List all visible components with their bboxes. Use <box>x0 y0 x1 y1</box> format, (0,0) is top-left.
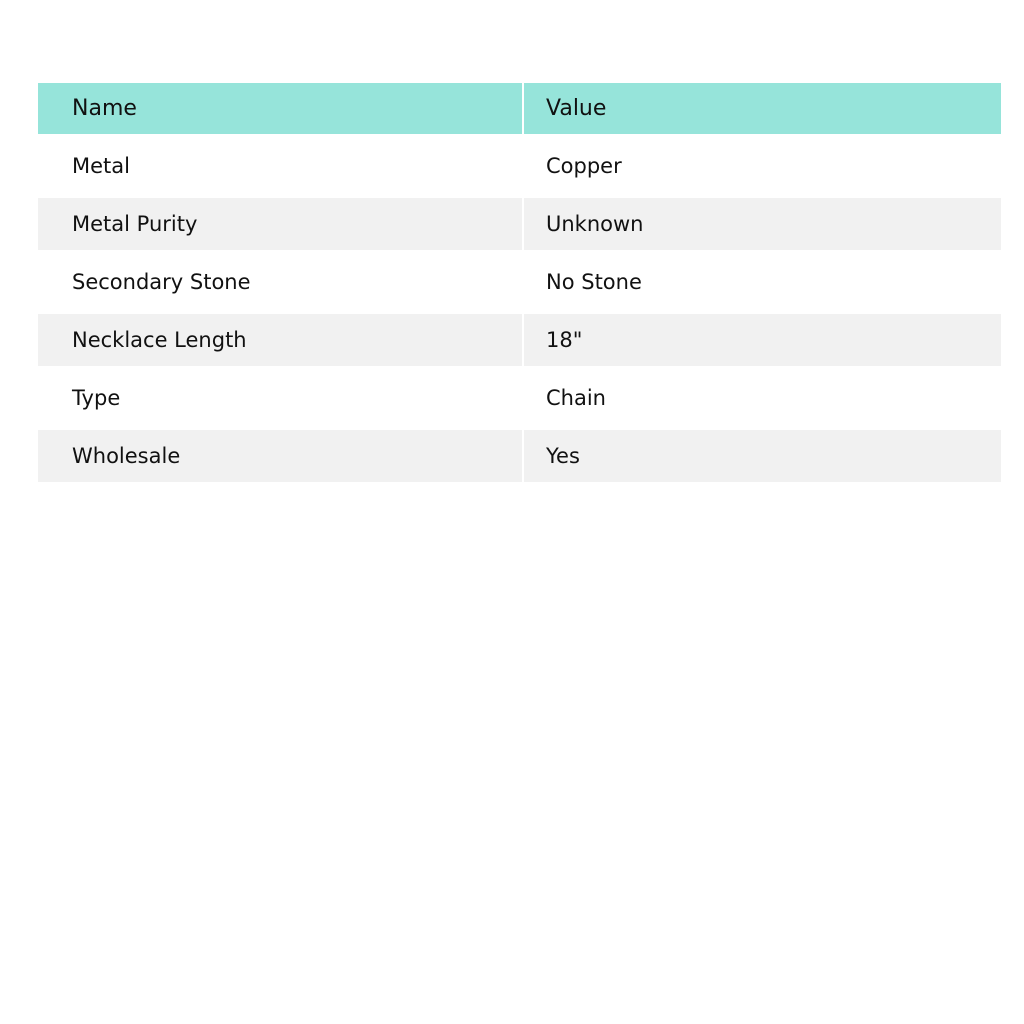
row-name-cell: Metal Purity <box>72 212 198 236</box>
row-value-cell: No Stone <box>523 250 1001 314</box>
row-value-cell: Chain <box>523 366 1001 430</box>
specifications-table <box>38 83 1001 482</box>
row-value-cell: Yes <box>523 430 1001 482</box>
table-row <box>38 314 1001 366</box>
row-name-cell: Necklace Length <box>72 328 247 352</box>
table-row <box>38 430 1001 482</box>
row-name-cell: Wholesale <box>72 444 181 468</box>
column-header-value: Value <box>523 83 1001 134</box>
table-header <box>38 83 1001 134</box>
row-name-cell: Type <box>72 386 121 410</box>
table-row <box>38 198 1001 250</box>
row-value-cell: 18" <box>523 314 1001 366</box>
row-value-cell: Unknown <box>523 198 1001 250</box>
table-header-row <box>38 83 1001 134</box>
table-row <box>38 250 1001 314</box>
table-row <box>38 366 1001 430</box>
row-name-cell: Metal <box>72 154 130 178</box>
table-body <box>38 134 1001 482</box>
column-header-name: Name <box>72 96 137 121</box>
row-name-cell: Secondary Stone <box>72 270 251 294</box>
row-value-cell: Copper <box>523 134 1001 198</box>
table-row <box>38 134 1001 198</box>
